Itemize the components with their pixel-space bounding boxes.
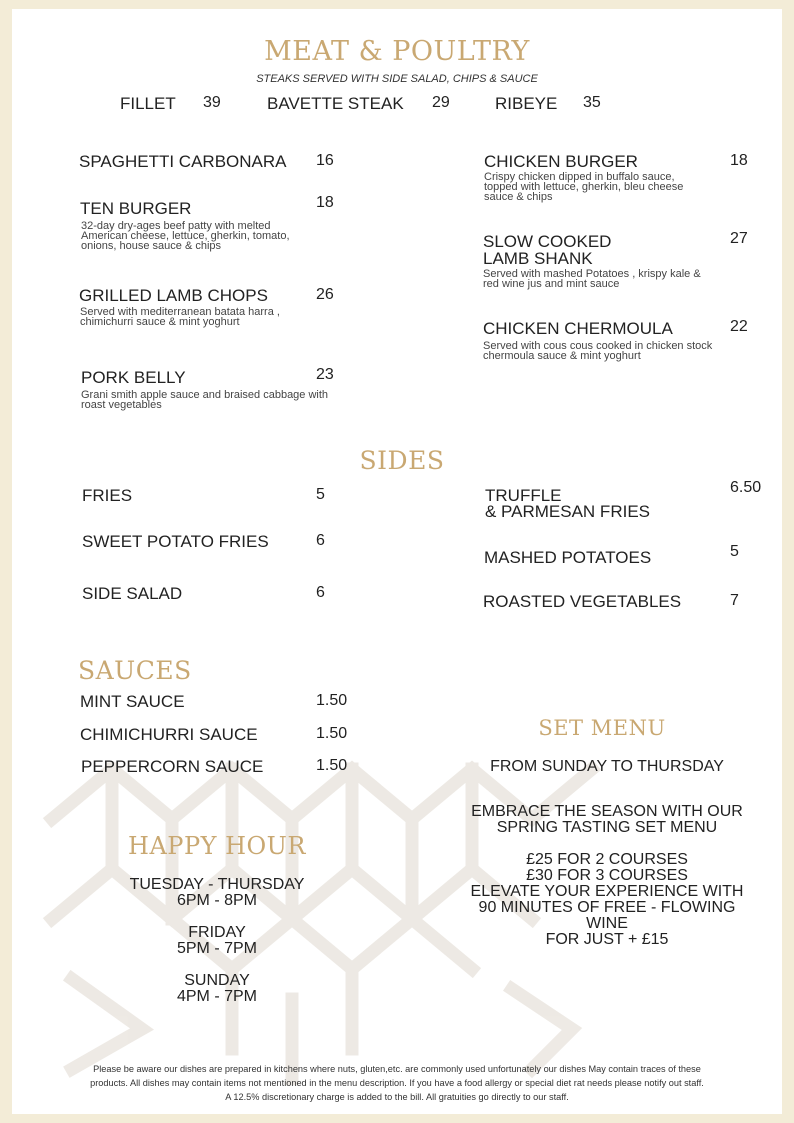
side-price: 5 [730,543,739,560]
happy-hour-title: HAPPY HOUR [128,832,306,860]
steak-price: 39 [203,94,221,111]
sauce-price: 1.50 [316,757,348,774]
sauce-price: 1.50 [316,725,348,742]
set-menu-title: SET MENU [538,716,666,740]
set-menu-offer-line: WINE [586,915,628,932]
set-menu-intro-line: EMBRACE THE SEASON WITH OUR [471,803,743,820]
dish-description: Served with cous cous cooked in chicken stock chermoula sauce & mint yoghurt [483,340,713,362]
happy-hour-days: SUNDAY [184,972,250,989]
steak-name: FILLET [120,94,176,113]
dish-name: SLOW COOKED [483,232,612,251]
dish-name: SPAGHETTI CARBONARA [79,152,287,171]
happy-hour-time: 6PM - 8PM [176,892,257,909]
set-menu-offer-line: FOR JUST + £15 [545,931,669,948]
side-price: 6 [316,584,325,601]
side-name: SWEET POTATO FRIES [82,532,269,551]
dish-description: Grani smith apple sauce and braised cabbage with roast vegetables [81,389,329,411]
set-menu-offer-line: £25 FOR 2 COURSES [526,851,688,868]
sauce-name: PEPPERCORN SAUCE [81,757,264,776]
allergy-notice-line: products. All dishes may contain items not mentioned in the menu description. If you have a food allergy or special diet rat needs please notify out staff. [90,1078,704,1088]
dish-name: PORK BELLY [81,368,186,387]
allergy-notice-line: Please be aware our dishes are prepared in kitchens where nuts, gluten,etc. are commonly used unfortunately our dishes May contain traces of these [93,1064,701,1074]
dish-description: Served with mediterranean batata harra , chimichurri sauce & mint yoghurt [80,306,280,328]
sauce-price: 1.50 [316,692,348,709]
side-price: 6.50 [730,479,762,496]
side-name: ROASTED VEGETABLES [483,592,682,611]
side-name: FRIES [82,486,133,505]
dish-name: GRILLED LAMB CHOPS [79,286,268,305]
set-menu-days: FROM SUNDAY TO THURSDAY [490,758,724,775]
side-name: MASHED POTATOES [484,548,652,567]
dish-name: CHICKEN BURGER [484,152,638,171]
meat-subtitle: STEAKS SERVED WITH SIDE SALAD, CHIPS & SAUCE [256,73,538,85]
side-price: 6 [316,532,325,549]
dish-price: 22 [730,318,748,335]
set-menu-offer-line: ELEVATE YOUR EXPERIENCE WITH [470,883,744,900]
side-name: TRUFFLE [485,486,562,505]
dish-description: Crispy chicken dipped in buffalo sauce, topped with lettuce, gherkin, bleu cheese sauce & chips [484,171,684,203]
sauces-section-title: SAUCES [78,656,192,685]
allergy-notice [12,1062,782,1104]
set-menu-offer-line: 90 MINUTES OF FREE - FLOWING [478,899,736,916]
dish-price: 18 [316,194,334,211]
dish-price: 27 [730,230,748,247]
happy-hour-days: TUESDAY - THURSDAY [129,876,305,893]
side-name-line2: & PARMESAN FRIES [485,502,650,521]
service-charge-line: A 12.5% discretionary charge is added to the bill. All gratuities go directly to our staff. [225,1092,569,1102]
dish-description: 32-day dry-ages beef patty with melted American cheese, lettuce, gherkin, tomato, onions, house sauce & chips [81,220,290,252]
dish-price: 26 [316,286,334,303]
dish-price: 16 [316,152,334,169]
dish-description: Served with mashed Potatoes , krispy kale & red wine jus and mint sauce [483,268,701,290]
side-name: SIDE SALAD [82,584,183,603]
menu-page [12,9,782,1114]
sides-section-title: SIDES [359,446,445,475]
happy-hour-days: FRIDAY [188,924,246,941]
happy-hour-time: 4PM - 7PM [176,988,257,1005]
sauce-name: MINT SAUCE [80,692,185,711]
sauce-name: CHIMICHURRI SAUCE [80,725,258,744]
side-price: 7 [730,592,739,609]
dish-name: CHICKEN CHERMOULA [483,319,673,338]
steak-name: BAVETTE STEAK [267,94,404,113]
side-price: 5 [316,486,325,503]
dish-name: TEN BURGER [80,199,192,218]
set-menu-intro-line: SPRING TASTING SET MENU [496,819,718,836]
set-menu-offer-line: £30 FOR 3 COURSES [526,867,688,884]
dish-name-line2: LAMB SHANK [483,249,593,268]
steak-price: 35 [583,94,601,111]
happy-hour-time: 5PM - 7PM [176,940,257,957]
steak-price: 29 [432,94,450,111]
dish-price: 23 [316,366,334,383]
dish-price: 18 [730,152,748,169]
steak-name: RIBEYE [495,94,558,113]
meat-section-title: MEAT & POULTRY [264,36,530,67]
